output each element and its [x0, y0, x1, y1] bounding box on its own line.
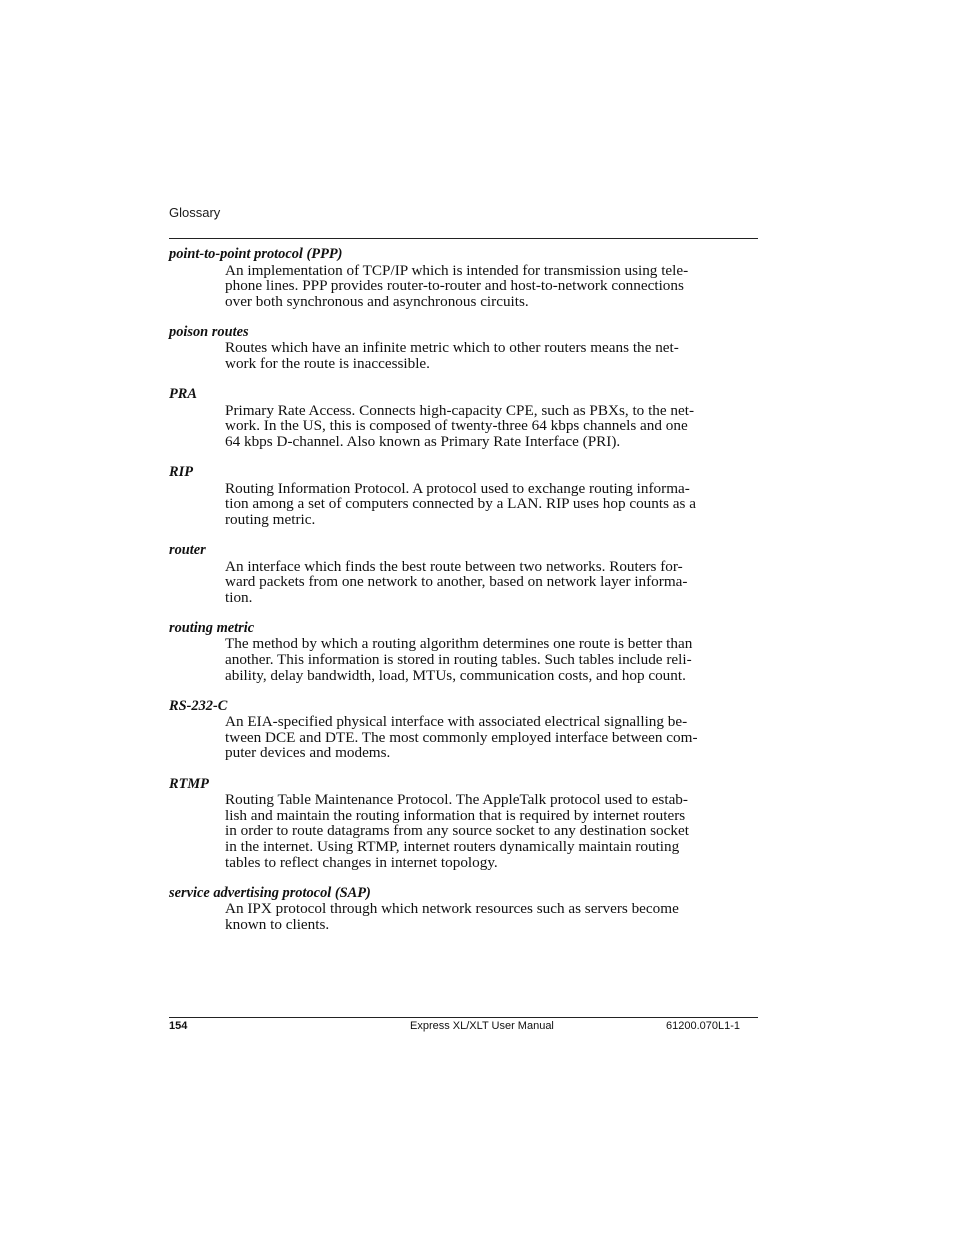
glossary-definition: An IPX protocol through which network resources such as servers become known to clients.	[225, 900, 679, 933]
header-divider	[169, 238, 758, 239]
glossary-list	[169, 247, 761, 948]
glossary-entry-ppp	[169, 247, 761, 309]
glossary-definition: Routing Information Protocol. A protocol used to exchange routing informa- tion among a set of computers connected by a LAN. RIP uses hop counts as a routing metric.	[225, 479, 696, 528]
section-header: Glossary	[169, 205, 221, 220]
glossary-entry-rs-232-c	[169, 699, 761, 761]
glossary-entry-router	[169, 543, 761, 605]
footer-divider	[169, 1017, 758, 1018]
glossary-entry-rtmp	[169, 777, 761, 871]
glossary-term: service advertising protocol (SAP)	[169, 884, 371, 901]
glossary-entry-sap	[169, 886, 761, 933]
glossary-term: poison routes	[169, 323, 249, 340]
glossary-entry-routing-metric	[169, 621, 761, 683]
document-number: 61200.070L1-1	[666, 1020, 741, 1032]
glossary-term: RS-232-C	[169, 697, 228, 714]
glossary-term: router	[169, 541, 206, 558]
glossary-definition: The method by which a routing algorithm determines one route is better than another. This information is stored in routing tables. Such tables include reli- ability, delay bandwidth, load, MTUs, communication costs, and hop count.	[225, 635, 693, 684]
glossary-definition: An implementation of TCP/IP which is intended for transmission using tele- phone lines. PPP provides router-to-router and host-to-network connections over both synchronous and asynchronous circuits.	[225, 261, 689, 310]
glossary-definition: Routes which have an infinite metric which to other routers means the net- work for the route is inaccessible.	[225, 339, 679, 373]
glossary-entry-rip	[169, 465, 761, 527]
glossary-term: point-to-point protocol (PPP)	[169, 246, 343, 262]
glossary-definition: Primary Rate Access. Connects high-capacity CPE, such as PBXs, to the net- work. In the US, this is composed of twenty-three 64 kbps channels and one 64 kbps D-channel. Also known as Primary Rate Interface (PRI).	[225, 401, 695, 450]
glossary-definition: An interface which finds the best route between two networks. Routers for- ward packets from one network to another, based on network layer informa- tion.	[225, 557, 688, 606]
glossary-entry-pra	[169, 387, 761, 449]
glossary-entry-poison-routes	[169, 325, 761, 372]
glossary-definition: Routing Table Maintenance Protocol. The AppleTalk protocol used to estab- lish and maintain the routing information that is required by internet routers in order to route datagrams from any source socket to any destination socket in the internet. Using RTMP, internet routers dynamically maintain routing tables to reflect changes in internet topology.	[225, 791, 689, 871]
glossary-definition: An EIA-specified physical interface with associated electrical signalling be- tween DCE and DTE. The most commonly employed interface between com- puter devices and modems.	[225, 713, 698, 762]
page-number: 154	[169, 1020, 188, 1032]
glossary-term: routing metric	[169, 619, 255, 636]
glossary-term: RIP	[169, 464, 193, 481]
glossary-term: PRA	[169, 386, 197, 403]
manual-title: Express XL/XLT User Manual	[410, 1020, 554, 1032]
glossary-term: RTMP	[169, 775, 209, 792]
